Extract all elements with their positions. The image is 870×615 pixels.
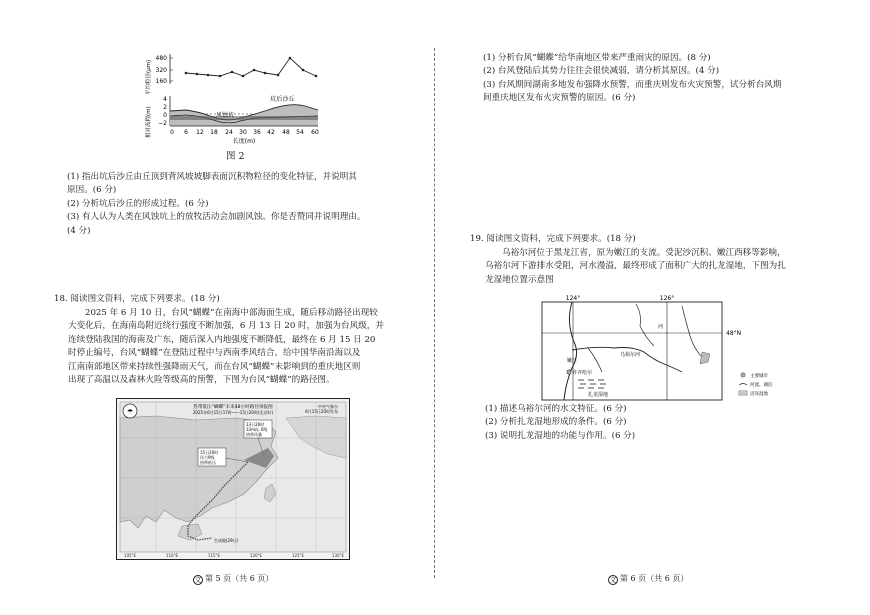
city-label: 齐齐哈尔 — [572, 370, 593, 376]
q18-para-line: 时停止编号，台风“蝴蝶”在登陆过程中与西南季风结合，给中国华南沿海以及 — [68, 348, 361, 359]
q19-heading: 19. 阅读图文资料，完成下列要求。(18 分) — [470, 234, 636, 244]
lon-tick: 125°E — [291, 553, 305, 558]
legend-river: 河流、湖泊 — [750, 383, 773, 388]
pit-label: 风蚀坑 — [216, 112, 235, 119]
svg-text:☂: ☂ — [126, 408, 134, 416]
q19-question-line: (2) 分析扎龙湿地形成的条件。(6 分) — [485, 417, 627, 428]
wetland-label: 扎龙湿地 — [588, 392, 609, 398]
x-tick: 30 — [239, 129, 247, 136]
x-tick: 12 — [196, 129, 204, 136]
q18-question-line: (2) 台风登陆后其势力往往会很快减弱，请分析其原因。(4 分) — [483, 66, 720, 77]
lon-tick: 130°E — [331, 553, 345, 558]
page-divider — [434, 48, 435, 578]
box1-line: 热带风暴 — [246, 432, 262, 437]
lower-axis-label: 相对高程(m) — [146, 106, 152, 138]
x-tick: 54 — [296, 129, 304, 136]
q18-heading: 18. 阅读图文资料，完成下列要求。(18 分) — [54, 294, 220, 304]
q18-questions — [483, 52, 782, 106]
lower-tick-neg2: −2 — [158, 120, 167, 127]
x-tick: 36 — [253, 129, 261, 136]
q18-paragraph — [68, 307, 384, 387]
q18-question-line: (3) 台风期间湖南多地发布强降水预警，而重庆则发布火灾预警，试分析台风期 — [483, 79, 782, 90]
q18-para-line: 大变化后，在海南岛附近绕行强度不断加强，6 月 13 日 20 时，加强为台风级，并 — [68, 321, 384, 332]
zhalong-location-map — [536, 292, 791, 402]
q18-para-line: 出现了高温以及森林火险等级高的预警，下图为台风“蝴蝶”的路径图。 — [68, 375, 335, 386]
figure-2-chart — [140, 50, 340, 150]
q17-line: (3) 有人认为人类在风蚀坑上的放牧活动会加剧风蚀。你是否赞同并说明理由。 — [67, 212, 366, 223]
q18-para-line: 2025 年 6 月 10 日，台风“蝴蝶”在南海中部海面生成，随后移动路径出现较 — [85, 308, 378, 318]
lon-tick: 110°E — [165, 553, 179, 558]
upper-tick-480: 480 — [155, 55, 167, 62]
q19-question-line: (1) 描述乌裕尔河的水文特征。(6 分) — [485, 404, 627, 414]
q19-para-line: 乌裕尔河下游排水受阻，河水漫溢，最终形成了面积广大的扎龙湿地，下图为扎 — [485, 261, 786, 272]
x-tick: 24 — [225, 129, 233, 136]
q18-para-line: 江南南部地区带来持续性强降雨天气，而在台风“蝴蝶”未影响到的重庆地区则 — [68, 361, 361, 372]
q17-line: 原因。(6 分) — [67, 185, 117, 196]
lower-tick-4: 4 — [163, 96, 167, 103]
left-page — [0, 0, 434, 615]
upper-tick-320: 320 — [155, 67, 167, 74]
figure-2-caption: 图 2 — [226, 151, 245, 162]
q18-para-line: 连续登陆我国的海南及广东，随后深入内地强度不断降低，最终在 6 月 15 日 20 — [68, 334, 376, 345]
lon-tick: 105°E — [123, 553, 137, 558]
lower-tick-0: 0 — [163, 112, 167, 119]
x-tick: 0 — [170, 129, 174, 136]
dune-label: 坑后沙丘 — [270, 96, 295, 103]
x-tick: 6 — [184, 129, 188, 136]
legend-wetland: 沼泽湿地 — [750, 392, 768, 397]
box2-line: 风力9级 — [200, 455, 215, 460]
lat-label: 48°N — [726, 330, 742, 337]
q19-para-line: 乌裕尔河位于黑龙江省，原为嫩江的支流。受泥沙沉积、嫩江西移等影响， — [502, 248, 786, 258]
upper-tick-160: 160 — [155, 78, 167, 85]
start-label: 生成地(29日) — [214, 538, 239, 543]
box1-line: 13日20时 — [246, 422, 265, 427]
typhoon-track-map — [116, 398, 350, 560]
x-tick: 60 — [311, 129, 319, 136]
box2-line: 热带低压 — [200, 460, 216, 465]
q18-question-line: (1) 分析台风“蝴蝶”给华南地区带来严重雨灾的原因。(8 分) — [483, 53, 711, 63]
right-footer — [608, 573, 688, 585]
footer-mark: 文 — [609, 576, 617, 584]
x-tick: 48 — [282, 129, 290, 136]
footer-page-text: 第 6 页（共 6 页） — [620, 574, 689, 583]
legend-city: 主要城市 — [750, 374, 768, 379]
map-agency-2: 6月15日20时发布 — [305, 409, 338, 414]
q17-line: (4 分) — [67, 225, 91, 236]
lon-tick: 115°E — [207, 553, 221, 558]
footer-page-text: 第 5 页（共 6 页） — [205, 574, 274, 583]
river-label: 乌裕尔河 — [620, 352, 641, 358]
he-label: 河 — [658, 324, 664, 330]
lon-label-126: 126° — [659, 295, 675, 302]
x-axis-label: 长度(m) — [232, 138, 256, 145]
map-title-2: 2025年6月15日17时——15日20时(北京时) — [192, 410, 274, 415]
q17-line: (2) 分析坑后沙丘的形成过程。(6 分) — [67, 198, 209, 209]
x-tick: 42 — [267, 129, 275, 136]
box1-line: 33m/s, 6级 — [246, 427, 268, 432]
left-footer — [193, 573, 273, 585]
q17-line: (1) 指出坑后沙丘由丘顶到背风坡坡脚表面沉积物粒径的变化特征，并说明其 — [67, 172, 357, 182]
q19-question-line: (3) 说明扎龙湿地的功能与作用。(6 分) — [485, 430, 636, 441]
q18-question-line: 间重庆地区发布火灾预警的原因。(6 分) — [483, 93, 636, 104]
q19-questions — [485, 403, 635, 443]
map-agency-1: 中央气象台 — [318, 404, 338, 409]
box2-line: 15日20时 — [200, 450, 219, 455]
lower-tick-2: 2 — [163, 104, 167, 111]
x-tick: 18 — [210, 129, 218, 136]
nen-label: 嫩江 — [567, 358, 578, 364]
right-page — [436, 0, 870, 615]
lon-label-124: 124° — [565, 295, 581, 302]
q17-questions — [67, 171, 366, 238]
lon-tick: 120°E — [249, 553, 263, 558]
upper-axis-label: 平均粒径(μm) — [146, 59, 152, 95]
map-title-1: 热带低压“蝴蝶”未来48小时路径预报图 — [193, 405, 273, 410]
footer-mark: 文 — [194, 576, 202, 584]
q19-para-line: 龙湿地位置示意图 — [485, 274, 554, 285]
q19-paragraph — [485, 247, 786, 287]
